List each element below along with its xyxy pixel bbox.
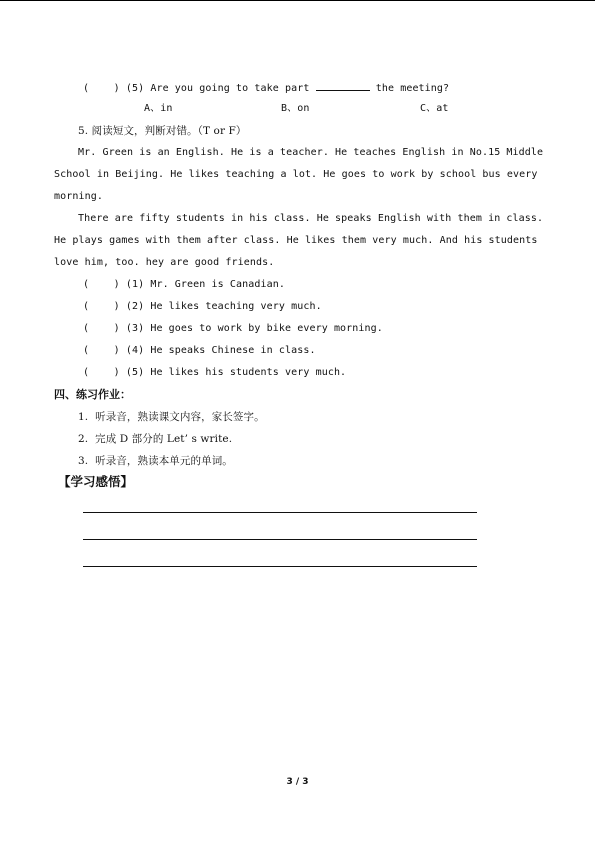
- reflection-title: 【学习感悟】: [58, 474, 134, 489]
- passage-p1-line3: morning.: [54, 191, 103, 202]
- homework-item-2: 2. 完成 D 部分的 Let’ s write.: [78, 433, 233, 445]
- passage-p2-line1: There are fifty students in his class. He speaks English with them in class.: [78, 213, 544, 224]
- answer-blank[interactable]: [316, 80, 370, 91]
- reflection-line-1[interactable]: [83, 512, 477, 513]
- tf-item-2: ( ) (2) He likes teaching very much.: [83, 301, 322, 312]
- reading-instruction: 5. 阅读短文，判断对错。（T or F）: [78, 125, 247, 137]
- question-5-stem-start: ( ) (5) Are you going to take part: [83, 83, 310, 94]
- homework-heading: 四、练习作业：: [54, 388, 131, 401]
- question-5-stem-end: the meeting?: [375, 83, 450, 94]
- passage-p2-line3: love him, too. hey are good friends.: [54, 257, 275, 268]
- tf-item-1: ( ) (1) Mr. Green is Canadian.: [83, 279, 285, 290]
- homework-item-3: 3. 听录音，熟读本单元的单词。: [78, 455, 233, 467]
- option-b: B、on: [281, 103, 310, 114]
- passage-p2-line2: He plays games with them after class. He likes them very much. And his students: [54, 235, 538, 246]
- option-c: C、at: [420, 103, 449, 114]
- tf-item-3: ( ) (3) He goes to work by bike every morning.: [83, 323, 383, 334]
- tf-item-4: ( ) (4) He speaks Chinese in class.: [83, 345, 316, 356]
- passage-p1-line2: School in Beijing. He likes teaching a lot. He goes to work by school bus every: [54, 169, 538, 180]
- option-a: A、in: [144, 103, 173, 114]
- header-rule: [0, 0, 595, 1]
- page-number: 3 / 3: [286, 777, 309, 787]
- tf-item-5: ( ) (5) He likes his students very much.: [83, 367, 347, 378]
- question-5-stem: [83, 80, 449, 96]
- reflection-line-2[interactable]: [83, 539, 477, 540]
- reflection-line-3[interactable]: [83, 566, 477, 567]
- passage-p1-line1: Mr. Green is an English. He is a teacher. He teaches English in No.15 Middle: [78, 147, 544, 158]
- homework-item-1: 1. 听录音，熟读课文内容，家长签字。: [78, 411, 265, 423]
